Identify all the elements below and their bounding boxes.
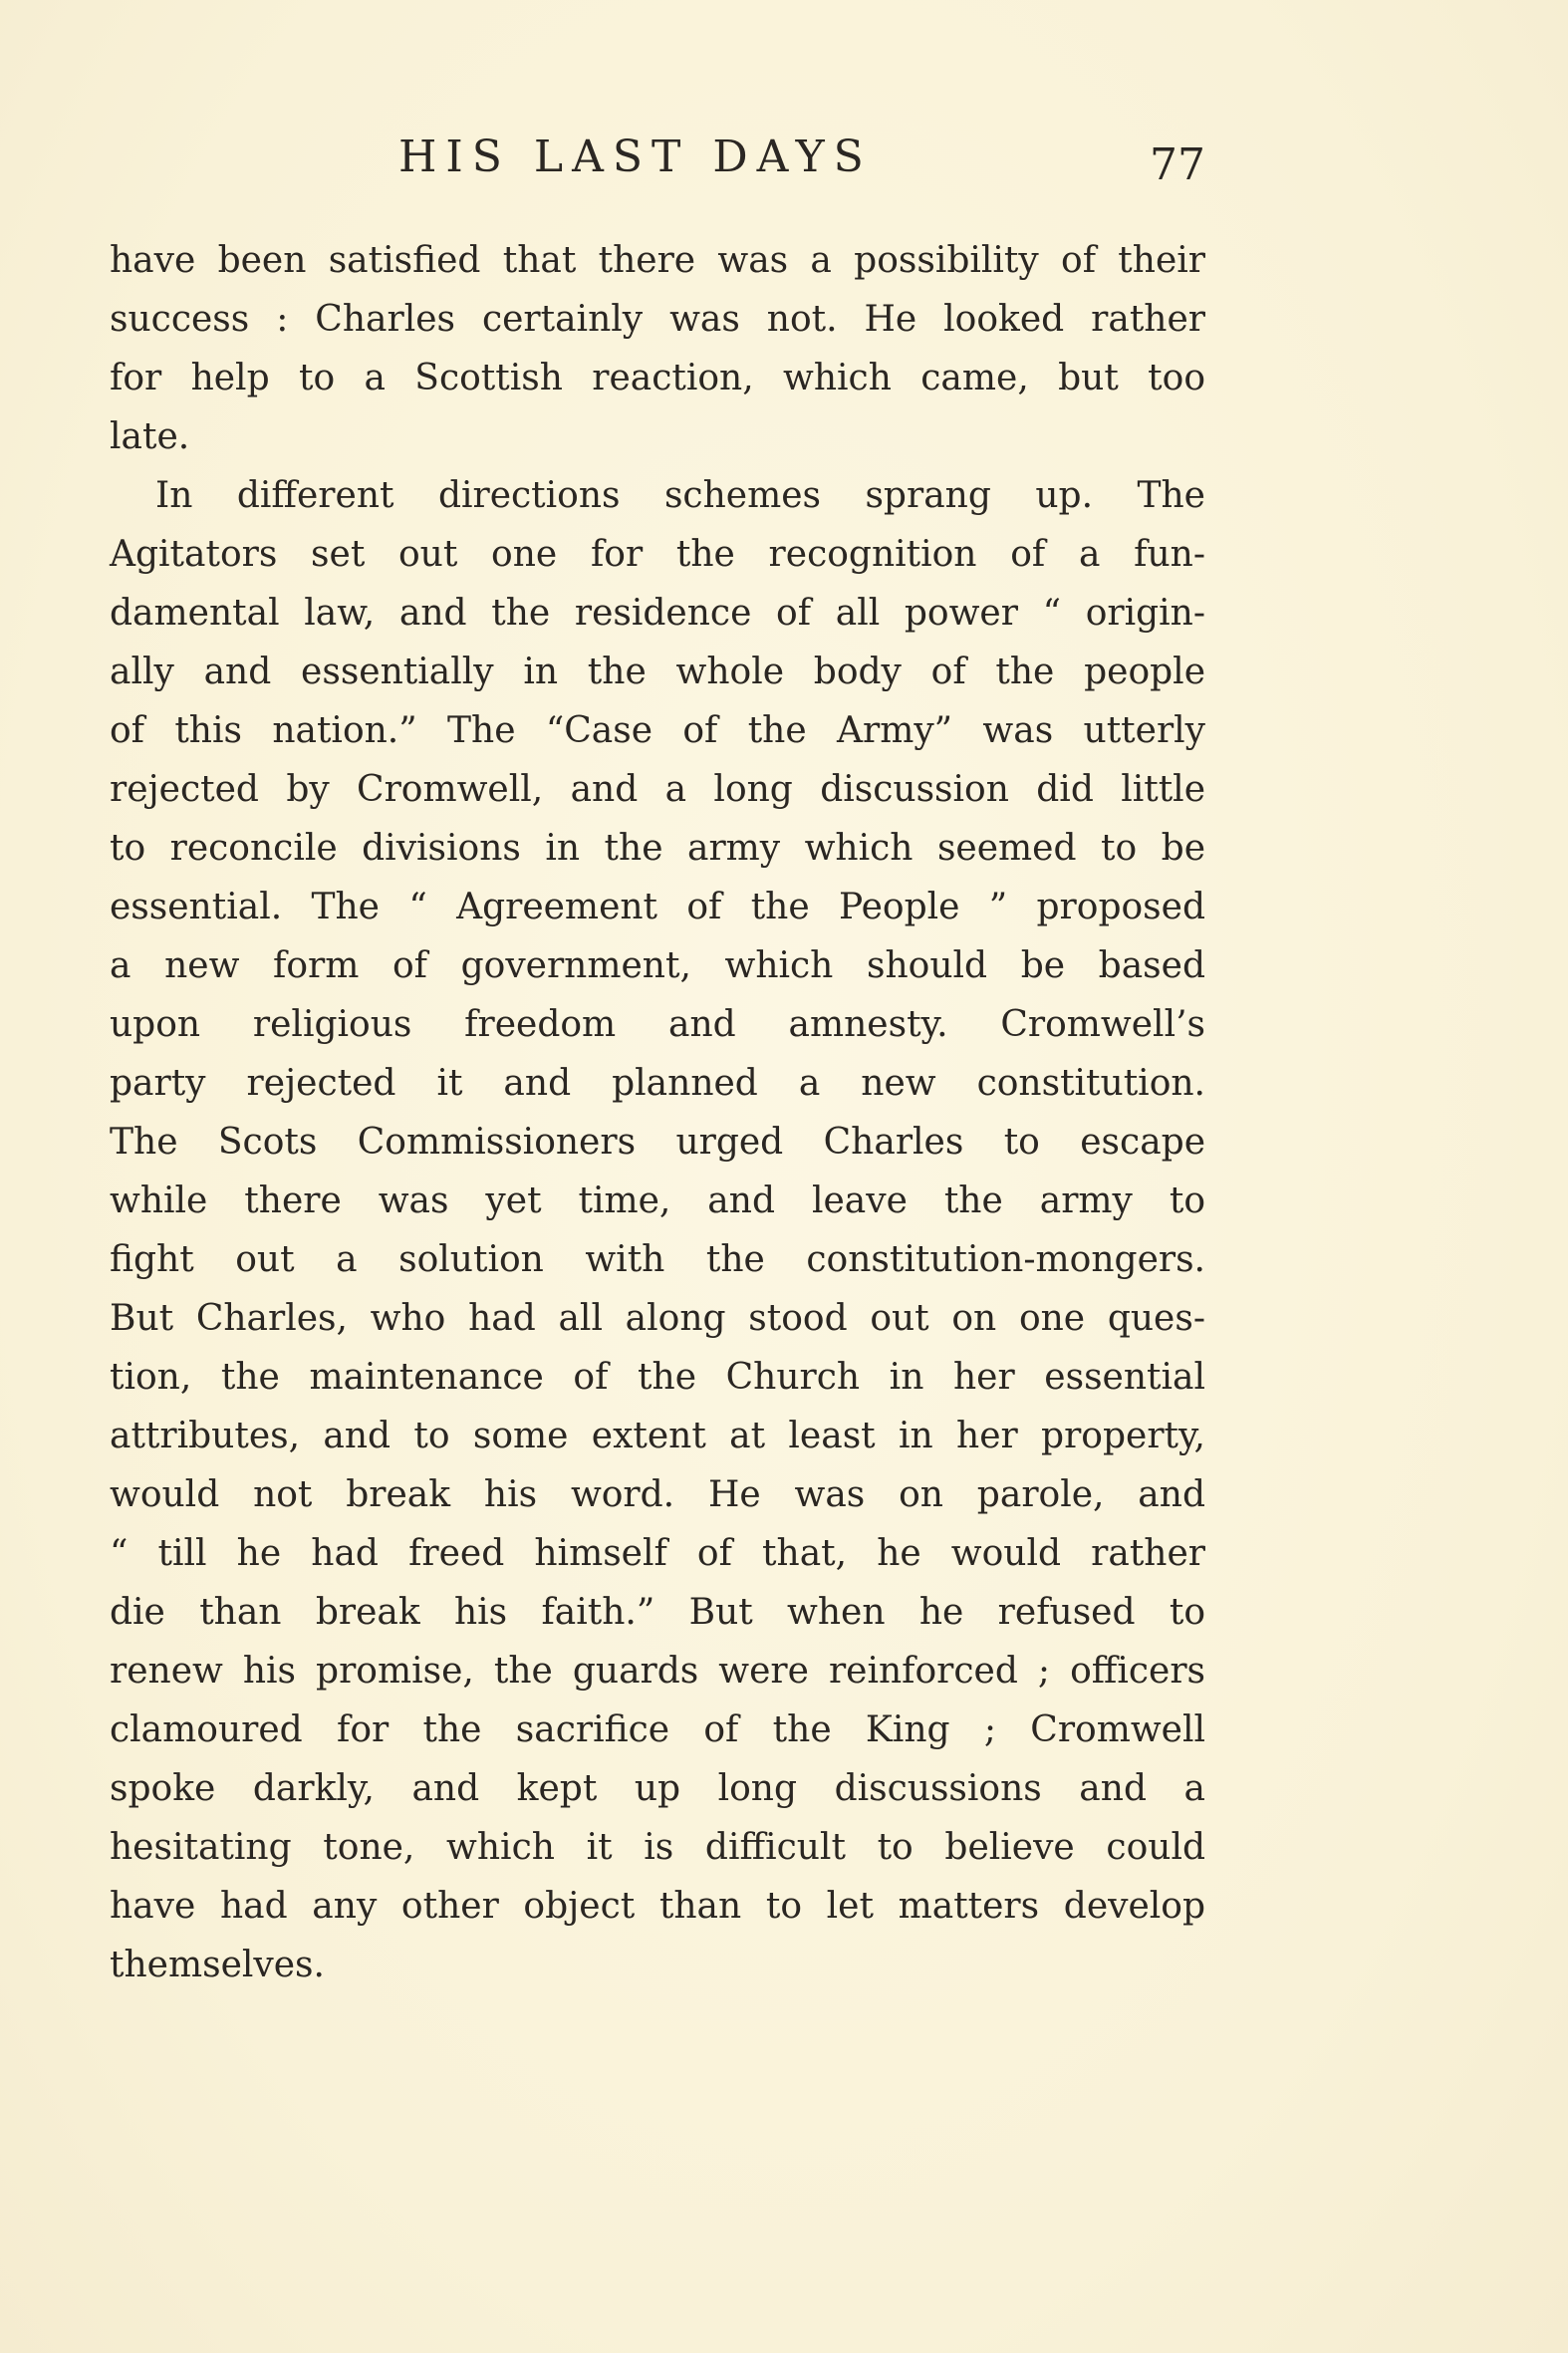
text-line: to reconcile divisions in the army which seemed to be [110, 828, 1205, 869]
text-line: for help to a Scottish reaction, which came, but too [110, 358, 1205, 398]
text-line: tion, the maintenance of the Church in her essential [110, 1357, 1205, 1398]
running-title: HIS LAST DAYS [398, 131, 873, 182]
paragraph-start-line: In different directions schemes sprang up. The [155, 475, 1205, 516]
text-line: But Charles, who had all along stood out on one ques- [110, 1298, 1205, 1339]
text-line: party rejected it and planned a new constitution. [110, 1063, 1205, 1104]
text-line: ally and essentially in the whole body of the people [110, 652, 1205, 692]
text-line: while there was yet time, and leave the army to [110, 1180, 1205, 1221]
text-line: rejected by Cromwell, and a long discussion did little [110, 769, 1205, 810]
text-line: spoke darkly, and kept up long discussions and a [110, 1768, 1205, 1809]
text-line: would not break his word. He was on parole, and [110, 1474, 1205, 1515]
running-head [110, 131, 1205, 191]
text-line: damental law, and the residence of all power “ origin- [110, 593, 1205, 634]
text-line: attributes, and to some extent at least in her property, [110, 1416, 1205, 1456]
text-line: late. [110, 416, 190, 457]
text-line: essential. The “ Agreement of the People ” proposed [110, 887, 1205, 927]
text-line: hesitating tone, which it is difficult to believe could [110, 1827, 1205, 1868]
text-line: success : Charles certainly was not. He looked rather [110, 299, 1205, 340]
text-line: die than break his faith.” But when he refused to [110, 1592, 1205, 1633]
text-line: Agitators set out one for the recognition of a fun- [110, 534, 1205, 575]
text-line: have been satisfied that there was a possibility of their [110, 240, 1205, 281]
text-line: themselves. [110, 1945, 325, 1985]
text-line: renew his promise, the guards were reinforced ; officers [110, 1651, 1205, 1692]
text-line: a new form of government, which should be based [110, 945, 1205, 986]
text-line: fight out a solution with the constitution-mongers. [110, 1239, 1205, 1280]
text-line: upon religious freedom and amnesty. Cromwell’s [110, 1004, 1205, 1045]
text-line: clamoured for the sacrifice of the King ; Cromwell [110, 1709, 1205, 1750]
text-line: of this nation.” The “Case of the Army” was utterly [110, 710, 1205, 751]
text-line: have had any other object than to let matters develop [110, 1886, 1205, 1927]
page-number: 77 [1150, 139, 1205, 190]
text-line: The Scots Commissioners urged Charles to escape [110, 1122, 1205, 1163]
text-line: “ till he had freed himself of that, he would rather [110, 1533, 1205, 1574]
body-text [110, 231, 1205, 1994]
